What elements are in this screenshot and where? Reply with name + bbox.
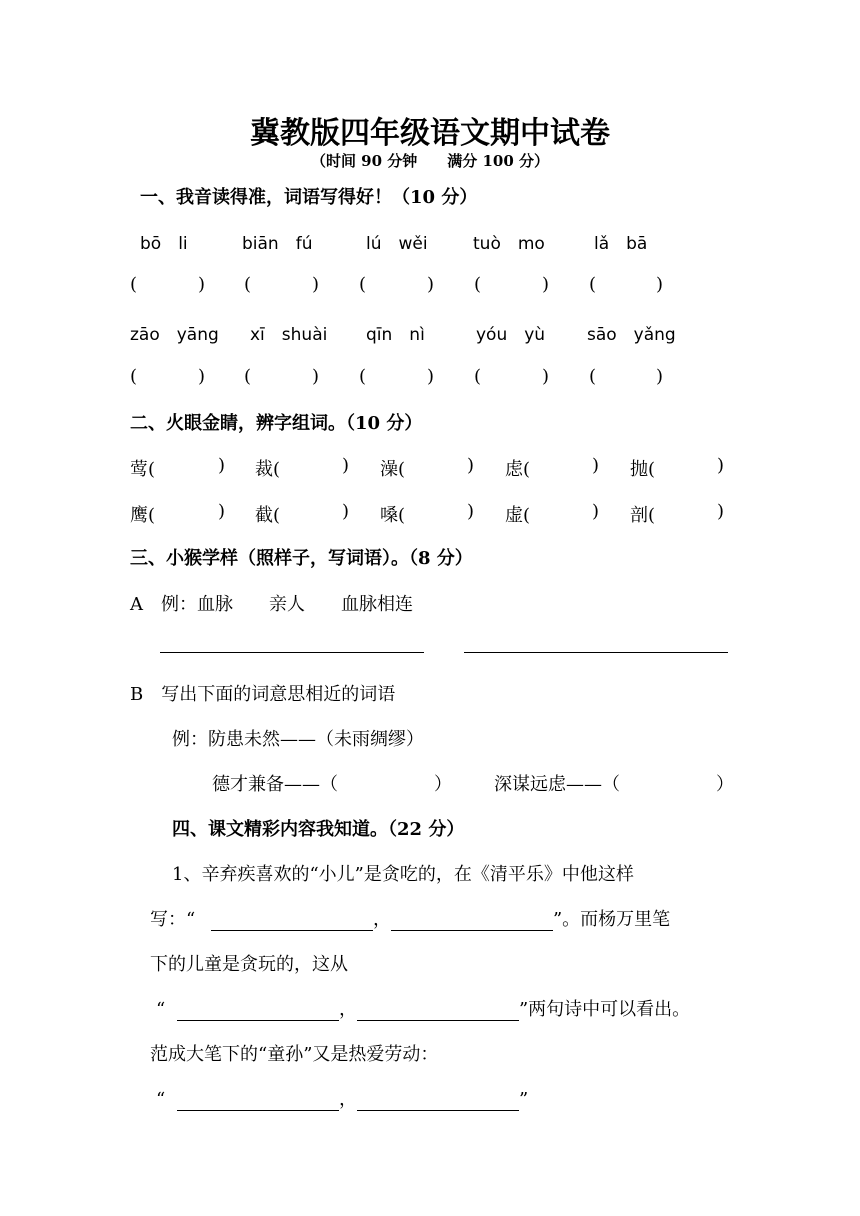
bracket-open: ( bbox=[244, 366, 252, 387]
char-blank: 截( bbox=[255, 505, 281, 526]
section-3-heading: 三、小猴学样（照样子，写词语）。（8 分） bbox=[130, 548, 473, 569]
comma: ， bbox=[372, 909, 391, 930]
char-blank: 嗓( bbox=[380, 505, 406, 526]
part-b-question-1: 德才兼备——（ bbox=[212, 774, 338, 795]
bracket-close: ) bbox=[592, 501, 600, 522]
bracket-close: ) bbox=[467, 455, 475, 476]
bracket-close: ) bbox=[717, 455, 725, 476]
answer-line bbox=[464, 652, 728, 653]
part-a-example: A 例：血脉 亲人 血脉相连 bbox=[130, 594, 413, 615]
char-blank: 裁( bbox=[255, 459, 281, 480]
bracket-close: ) bbox=[656, 274, 664, 295]
bracket-open: ( bbox=[589, 366, 597, 387]
bracket-close: ) bbox=[467, 501, 475, 522]
bracket-close: ) bbox=[427, 366, 435, 387]
bracket-close: ) bbox=[542, 274, 550, 295]
bracket-close: ) bbox=[592, 455, 600, 476]
answer-line bbox=[160, 652, 424, 653]
question-1-line-3: 下的儿童是贪玩的，这从 bbox=[150, 954, 348, 975]
char-blank: 鹰( bbox=[130, 505, 156, 526]
pinyin-item: lú wěi bbox=[366, 234, 428, 254]
question-1-line-2 bbox=[150, 905, 670, 931]
char-blank: 虚( bbox=[505, 505, 531, 526]
bracket-open: ( bbox=[130, 366, 138, 387]
pinyin-item: yóu yù bbox=[476, 325, 546, 345]
part-b-example: 例：防患未然——（未雨绸缪） bbox=[172, 729, 424, 750]
bracket-close: ) bbox=[542, 366, 550, 387]
bracket-close: ) bbox=[198, 366, 206, 387]
char-blank: 剖( bbox=[630, 505, 656, 526]
fill-blank bbox=[391, 912, 553, 931]
page-title: 冀教版四年级语文期中试卷 bbox=[250, 116, 610, 151]
bracket-open: ( bbox=[359, 366, 367, 387]
bracket-close: ) bbox=[218, 455, 226, 476]
bracket-open: ( bbox=[474, 274, 482, 295]
comma: ， bbox=[338, 1089, 357, 1110]
comma: ， bbox=[338, 999, 357, 1020]
bracket-open: ( bbox=[474, 366, 482, 387]
bracket-close: ) bbox=[218, 501, 226, 522]
bracket-open: ( bbox=[589, 274, 597, 295]
question-1-text: ”。而杨万里笔 bbox=[552, 909, 671, 930]
part-b-question-2: 深谋远虑——（ bbox=[494, 774, 620, 795]
bracket-open: ( bbox=[130, 274, 138, 295]
pinyin-item: bō li bbox=[140, 234, 188, 254]
bracket-close: ) bbox=[427, 274, 435, 295]
pinyin-item: qīn nì bbox=[366, 325, 425, 345]
char-blank: 莺( bbox=[130, 459, 156, 480]
pinyin-item: lǎ bā bbox=[594, 234, 648, 254]
bracket-close: ) bbox=[342, 501, 350, 522]
question-1-text: ”两句诗中可以看出。 bbox=[518, 999, 691, 1020]
pinyin-item: tuò mo bbox=[473, 234, 545, 254]
bracket-close: ) bbox=[717, 501, 725, 522]
bracket-close: ) bbox=[342, 455, 350, 476]
section-1-heading: 一、我音读得准，词语写得好！（10 分） bbox=[140, 187, 478, 208]
fill-blank bbox=[177, 1092, 339, 1111]
close-quote: ” bbox=[518, 1089, 529, 1110]
section-4-heading: 四、课文精彩内容我知道。（22 分） bbox=[172, 819, 465, 840]
char-blank: 抛( bbox=[630, 459, 656, 480]
char-blank: 澡( bbox=[380, 459, 406, 480]
pinyin-item: biān fú bbox=[242, 234, 313, 254]
bracket-close: ) bbox=[312, 274, 320, 295]
question-1-text: 写：“ bbox=[150, 909, 196, 930]
question-1-text: 1、辛弃疾喜欢的“小儿”是贪吃的，在《清平乐》中他这样 bbox=[172, 864, 634, 885]
pinyin-item: zāo yāng bbox=[130, 325, 219, 345]
bracket-close: ） bbox=[434, 774, 452, 795]
bracket-close: ) bbox=[312, 366, 320, 387]
fill-blank bbox=[357, 1092, 519, 1111]
bracket-open: ( bbox=[359, 274, 367, 295]
char-blank: 虑( bbox=[505, 459, 531, 480]
bracket-open: ( bbox=[244, 274, 252, 295]
bracket-close: ) bbox=[198, 274, 206, 295]
question-1-line-4 bbox=[156, 995, 690, 1021]
question-1-line-5: 范成大笔下的“童孙”又是热爱劳动： bbox=[150, 1044, 439, 1065]
bracket-close: ) bbox=[656, 366, 664, 387]
fill-blank bbox=[357, 1002, 519, 1021]
question-1-line-6 bbox=[156, 1085, 528, 1111]
page-subtitle: （时间 90 分钟 满分 100 分） bbox=[310, 152, 550, 170]
pinyin-item: sāo yǎng bbox=[587, 325, 676, 345]
open-quote: “ bbox=[156, 1089, 166, 1110]
section-2-heading: 二、火眼金睛，辨字组词。（10 分） bbox=[130, 413, 423, 434]
open-quote: “ bbox=[156, 999, 166, 1020]
pinyin-item: xī shuài bbox=[250, 325, 328, 345]
fill-blank bbox=[211, 912, 373, 931]
bracket-close: ） bbox=[716, 774, 734, 795]
part-b-instruction: B 写出下面的词意思相近的词语 bbox=[130, 684, 396, 705]
fill-blank bbox=[177, 1002, 339, 1021]
